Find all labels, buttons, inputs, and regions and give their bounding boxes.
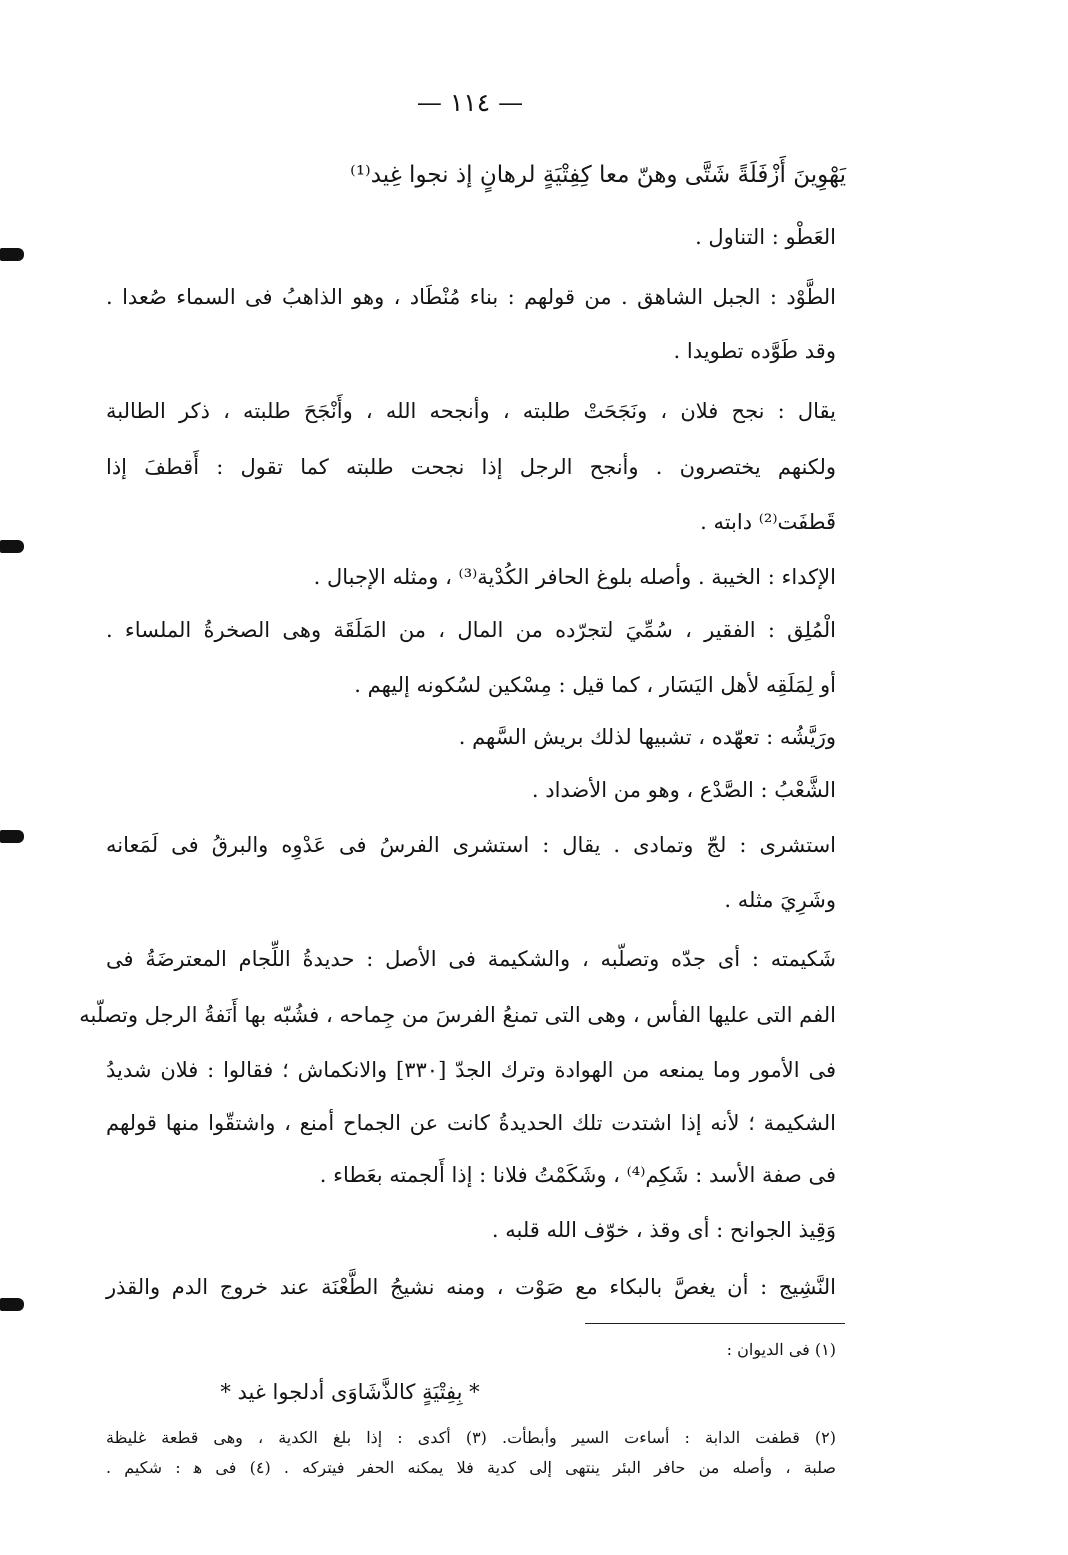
text-line: ولكنهم يختصرون . وأنجح الرجل إذا نجحت طلبته كما تقول : أَقطفَ إذا: [106, 455, 836, 479]
page-number: — ١١٤ —: [416, 88, 524, 117]
text-line: قَطفَت⁽²⁾ دابته .: [700, 510, 836, 534]
text-line: الشكيمة ؛ لأنه إذا اشتدت تلك الحديدةُ كانت عن الجماح أمنع ، واشتقّوا منها قولهم: [106, 1111, 836, 1135]
text-line: العَطْو : التناول .: [695, 225, 836, 249]
text-line: استشرى : لجّ وتمادى . يقال : استشرى الفرسُ فى عَدْوِه والبرقُ فى لَمَعانه: [106, 833, 836, 857]
text-line: الإكداء : الخيبة . وأصله بلوغ الحافر الكُدْية⁽³⁾ ، ومثله الإجبال .: [313, 565, 836, 589]
text-line: الْمُلِق : الفقير ، سُمِّيَ لتجرّده من المال ، من المَلَقَة وهى الصخرةُ الملساء .: [106, 618, 836, 642]
text-line: الشَّعْبُ : الصَّدْع ، وهو من الأضداد .: [531, 778, 836, 802]
text-line: ورَيَّشُه : تعهّده ، تشبيها لذلك بريش السَّهم .: [458, 725, 836, 749]
text-line: وشَرِيَ مثله .: [724, 888, 836, 912]
footnote-verse: * بِفِتْيَةٍ كالذَّشَاوَى أدلجوا غيد *: [220, 1380, 480, 1404]
text-line: شَكيمته : أى جدّه وتصلّبه ، والشكيمة فى الأصل : حديدةُ اللِّجام المعترضَةُ فى: [106, 947, 836, 971]
scan-edge-mark: [0, 248, 24, 261]
footnote-label: (١) فى الديوان :: [726, 1340, 836, 1359]
text-line: وَقِيذ الجوانح : أى وقذ ، خوّف الله قلبه .: [491, 1218, 836, 1242]
poem-verse: يَهْوِينَ أَزْفَلَةً شَتَّى وهنّ معا كِفِتْيَةٍ لرهانٍ إذ نجوا غِيد⁽¹⁾: [350, 162, 846, 188]
text-line: وقد طَوَّده تطويدا .: [673, 339, 836, 363]
footnote-line: (٢) قطفت الدابة : أساءت السير وأبطأت. (٣) أكدى : إذا بلغ الكدية ، وهى قطعة غليظة: [106, 1428, 837, 1447]
scan-edge-mark: [0, 540, 24, 553]
text-line: أو لِمَلَقِه لأهل اليَسَار ، كما قيل : مِسْكين لسُكونه إليهم .: [354, 673, 836, 697]
text-line: فى صفة الأسد : شَكِم⁽⁴⁾ ، وشَكَمْتُ فلانا : إذا أَلجمته بعَطاء .: [319, 1163, 836, 1187]
footnote-divider: [585, 1323, 845, 1324]
text-line: الطَّوْد : الجبل الشاهق . من قولهم : بناء مُنْطَاد ، وهو الذاهبُ فى السماء صُعدا .: [106, 285, 836, 309]
scan-edge-mark: [0, 1298, 24, 1311]
text-line: يقال : نجح فلان ، ونَجَحَتْ طلبته ، وأنجحه الله ، وأَنْجَحَ طلبته ، ذكر الطالبة: [106, 399, 836, 423]
scan-edge-mark: [0, 830, 24, 843]
text-line: فى الأمور وما يمنعه من الهوادة وترك الجدّ [٣٣٠] والانكماش ؛ فقالوا : فلان شديدُ: [106, 1058, 836, 1082]
text-line: الفم التى عليها الفأس ، وهى التى تمنعُ الفرسَ من جِماحه ، فشُبّه بها أَنَفةُ الرجل وتصلّبه: [79, 1003, 836, 1027]
text-line: النَّشِيج : أن يغصَّ بالبكاء مع صَوْت ، ومنه نشيجُ الطَّعْنَة عند خروج الدم والقذر: [106, 1275, 836, 1299]
footnote-line: صلبة ، وأصله من حافر البئر ينتهى إلى كدية فلا يمكنه الحفر فيتركه . (٤) فى ﻫ : شكيم .: [106, 1458, 836, 1477]
